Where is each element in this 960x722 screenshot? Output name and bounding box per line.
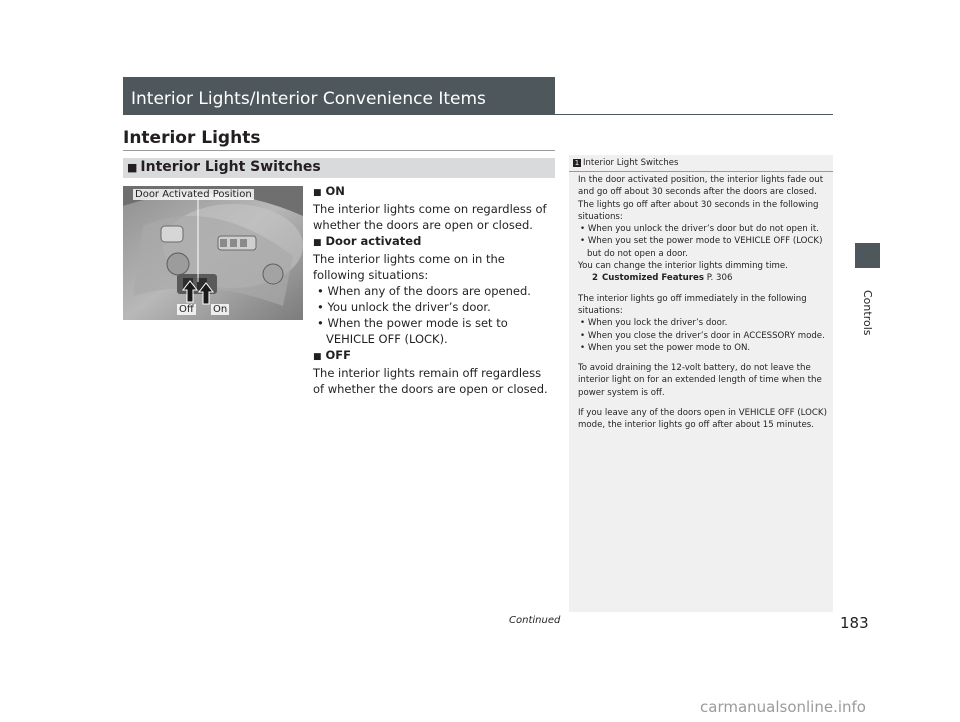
watermark: carmanualsonline.info: [700, 698, 866, 716]
continued-label: Continued: [509, 615, 561, 626]
sidebar-paragraph: To avoid draining the 12-volt battery, do not leave the interior light on for an extended length of time when the power system is off.: [578, 363, 822, 398]
sidebar-paragraph: The lights go off after about 30 seconds in the following situations:: [578, 199, 819, 222]
off-text: The interior lights remain off regardless of whether the doors are open or closed.: [313, 366, 548, 396]
square-icon: ■: [127, 161, 138, 174]
on-text: The interior lights come on regardless of whether the doors are open or closed.: [313, 202, 547, 232]
off-label: Off: [179, 304, 194, 315]
square-icon: ■: [313, 238, 322, 248]
subsection-title-text: Interior Light Switches: [140, 159, 321, 175]
section-title: Interior Lights: [123, 128, 261, 148]
sidebar-text: [578, 174, 828, 432]
sidebar-paragraph: You can change the interior lights dimming time.: [578, 261, 788, 272]
header-rule: [555, 114, 833, 115]
door-activated-label: Door Activated Position: [135, 189, 252, 200]
sidebar-divider: [569, 171, 833, 172]
page-title: Interior Lights/Interior Convenience Items: [131, 89, 486, 109]
door-activated-text: The interior lights come on in the following situations:: [313, 252, 505, 282]
sidebar-paragraph: The interior lights go off immediately in the following situations:: [578, 293, 807, 316]
subsection-title: [127, 159, 321, 175]
customized-features-link[interactable]: 2 Customized Features P. 306: [592, 273, 733, 284]
chapter-tab: [855, 243, 880, 268]
list-item: • When any of the doors are opened.: [317, 284, 531, 298]
page-number: 183: [840, 614, 869, 632]
list-item: • You unlock the driver’s door.: [317, 300, 491, 314]
interior-light-photo: [123, 186, 303, 320]
note-number-icon: 1: [574, 158, 580, 167]
list-item: • When you set the power mode to ON.: [580, 342, 751, 353]
list-item: • When the power mode is set to VEHICLE OFF (LOCK).: [317, 316, 508, 346]
off-heading: ■ OFF: [313, 348, 352, 362]
section-divider: [123, 150, 555, 151]
square-icon: ■: [313, 188, 322, 198]
list-item: • When you set the power mode to VEHICLE OFF (LOCK) but do not open a door.: [580, 236, 823, 259]
main-text: [313, 183, 553, 397]
list-item: • When you close the driver’s door in ACCESSORY mode.: [580, 330, 825, 341]
reference-arrow-icon: 2: [592, 273, 598, 284]
ceiling-console-illustration: [123, 186, 303, 320]
on-label: On: [213, 304, 228, 315]
sidebar-heading: 1 Interior Light Switches: [574, 158, 679, 168]
square-icon: ■: [313, 352, 322, 362]
chapter-label: Controls: [861, 290, 874, 336]
list-item: • When you unlock the driver’s door but do not open it.: [580, 224, 819, 235]
on-heading: ■ ON: [313, 184, 345, 198]
list-item: • When you lock the driver’s door.: [580, 318, 728, 329]
sidebar-paragraph: If you leave any of the doors open in VEHICLE OFF (LOCK) mode, the interior lights go off after about 15 minutes.: [578, 408, 827, 431]
sidebar-paragraph: In the door activated position, the interior lights fade out and go off about 30 seconds after the doors are closed.: [578, 175, 824, 198]
door-activated-heading: ■ Door activated: [313, 234, 422, 248]
